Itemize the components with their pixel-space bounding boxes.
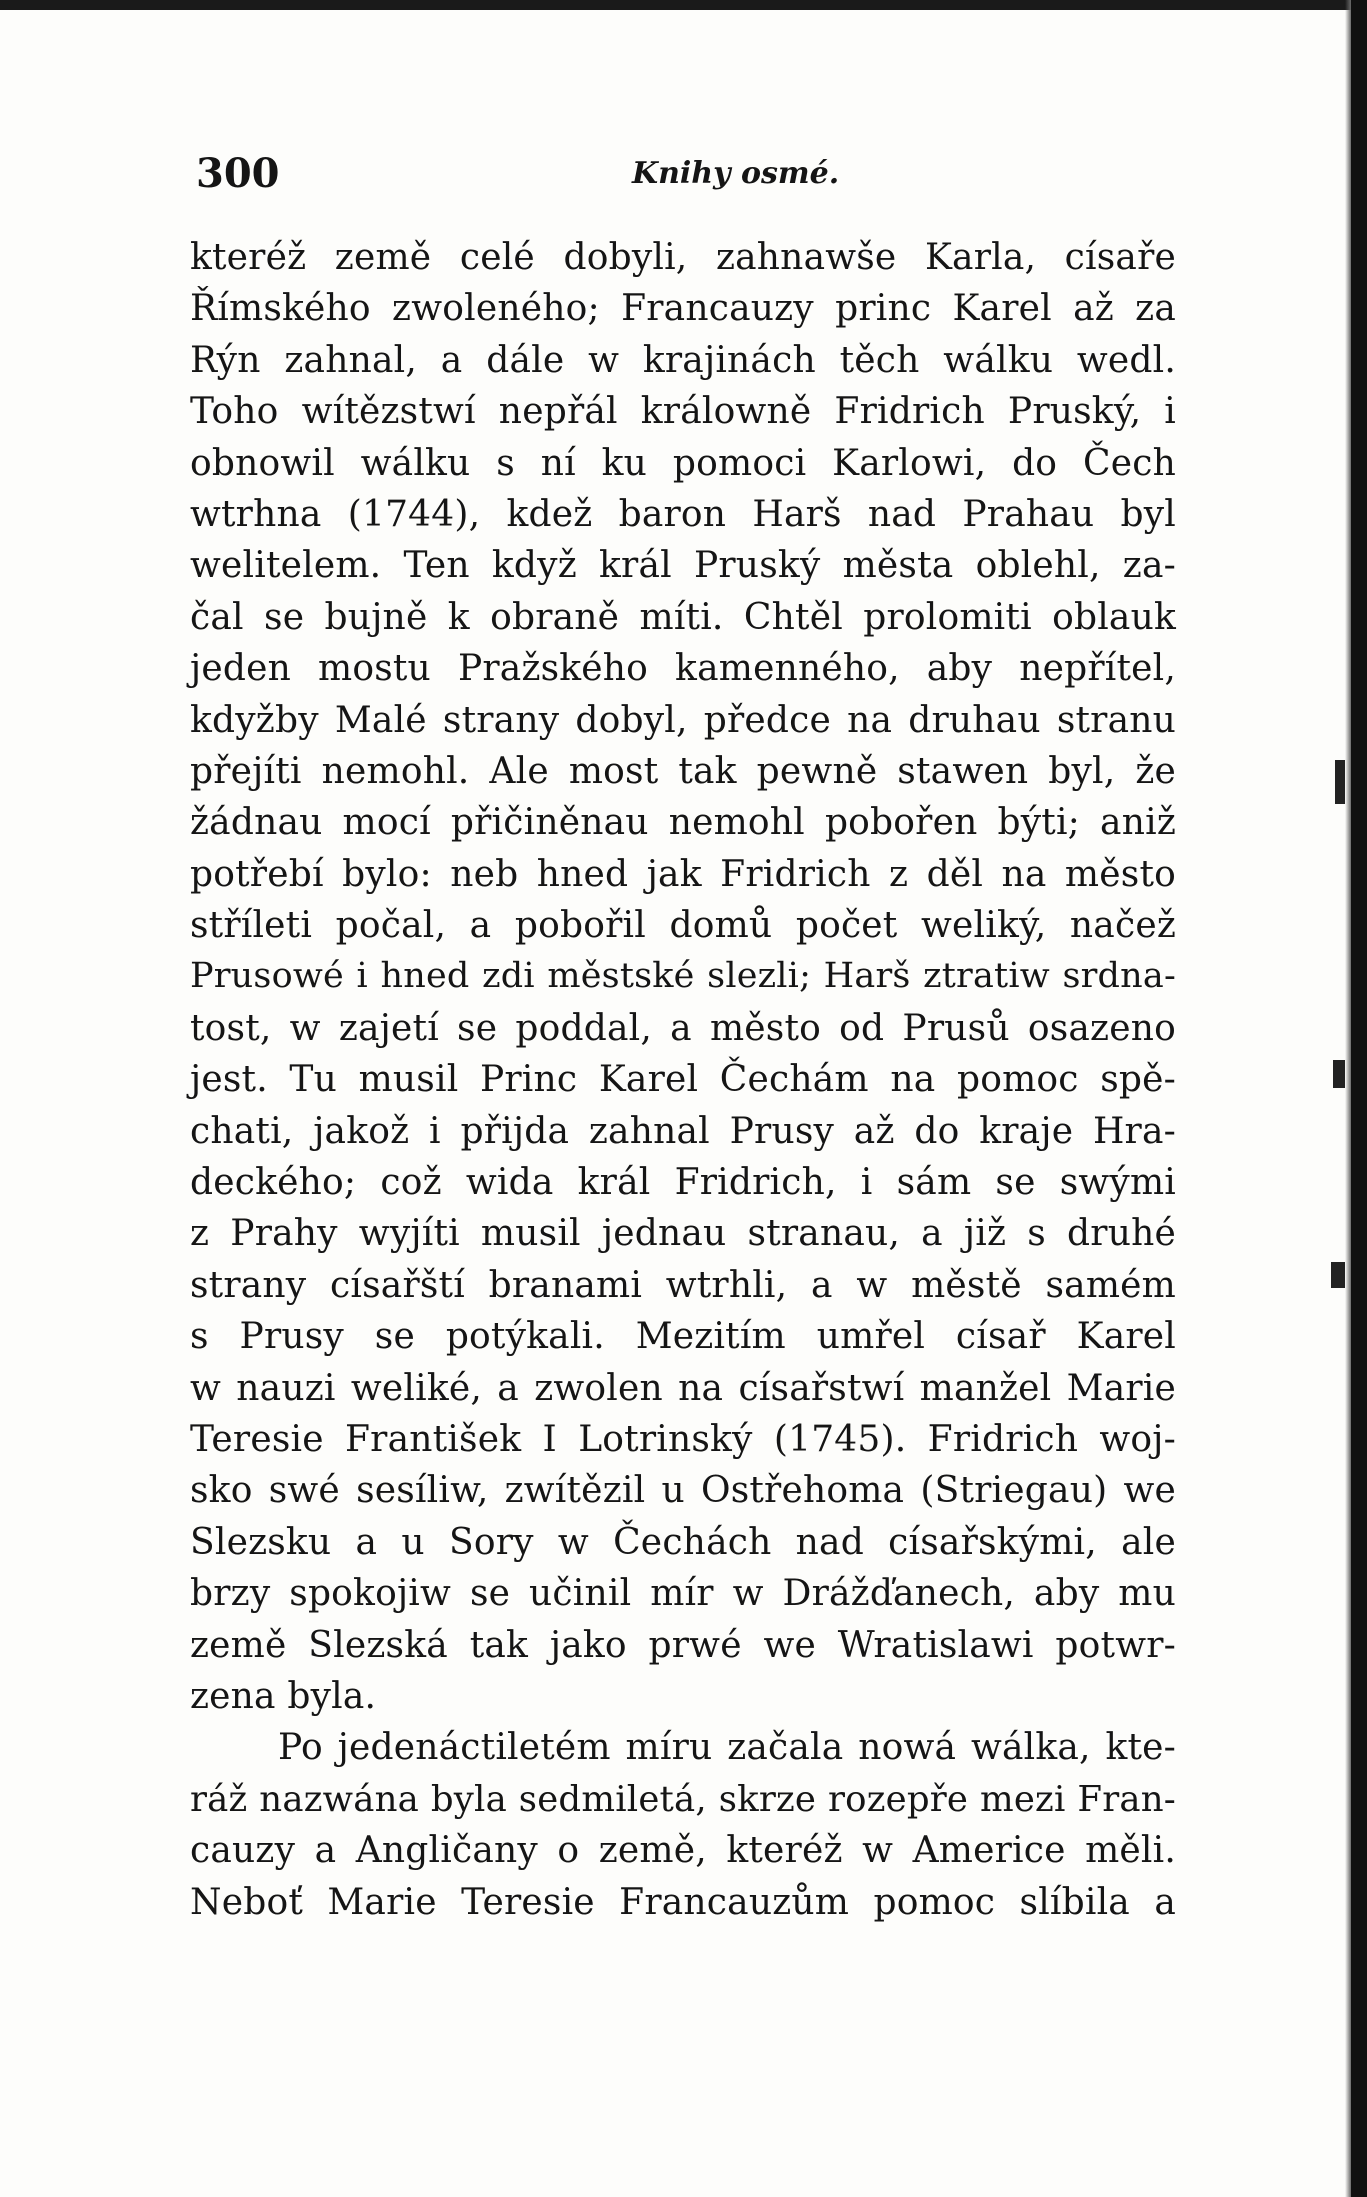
text-line: strany císařští branami wtrhli, a w městě samém <box>190 1264 1176 1306</box>
text-line: deckého; což wida král Fridrich, i sám se swými <box>190 1162 1176 1204</box>
text-line: stříleti počal, a pobořil domů počet weliký, načež <box>190 905 1176 947</box>
scan-mark <box>1331 1262 1345 1288</box>
text-line: obnowil wálku s ní ku pomoci Karlowi, do Čech <box>190 442 1176 484</box>
scan-edge-top <box>0 0 1367 10</box>
text-line: potřebí bylo: neb hned jak Fridrich z děl na město <box>190 853 1176 895</box>
text-line: cauzy a Angličany o země, kteréž w Americe měli. <box>190 1830 1176 1872</box>
text-line: země Slezská tak jako prwé we Wratislawi potwr- <box>190 1624 1176 1666</box>
text-line: w nauzi weliké, a zwolen na císařstwí manžel Marie <box>190 1367 1176 1409</box>
scan-edge-right <box>1351 0 1367 2197</box>
text-line: přejíti nemohl. Ale most tak pewně stawen byl, že <box>190 750 1176 792</box>
text-line: jest. Tu musil Princ Karel Čechám na pomoc spě- <box>190 1059 1176 1101</box>
text-line: jeden mostu Pražského kamenného, aby nepřítel, <box>190 648 1176 690</box>
text-line: Neboť Marie Teresie Francauzům pomoc slíbila a <box>190 1881 1176 1923</box>
text-line: kteréž země celé dobyli, zahnawše Karla, císaře <box>190 237 1176 278</box>
scan-mark <box>1333 1060 1345 1088</box>
text-line: sko swé sesíliw, zwítězil u Ostřehoma (Striegau) we <box>190 1470 1176 1512</box>
text-line: Slezsku a u Sory w Čechách nad císařskými, ale <box>190 1521 1176 1563</box>
paragraph <box>190 232 1176 1722</box>
text-line: Teresie František I Lotrinský (1745). Fridrich woj- <box>190 1418 1176 1460</box>
text-line: wtrhna (1744), kdež baron Harš nad Prahau byl <box>190 493 1176 535</box>
text-line: žádnau mocí přičiněnau nemohl pobořen býti; aniž <box>190 802 1176 844</box>
text-line: chati, jakož i přijda zahnal Prusy až do kraje Hra- <box>190 1110 1176 1152</box>
page-number: 300 <box>196 150 280 197</box>
text-line: kdyžby Malé strany dobyl, předce na druhau stranu <box>190 699 1176 741</box>
text-line: z Prahy wyjíti musil jednau stranau, a již s druhé <box>190 1213 1176 1255</box>
text-line: tost, w zajetí se poddal, a město od Prusů osazeno <box>190 1007 1176 1049</box>
scan-mark <box>1335 760 1345 804</box>
paragraph <box>190 1722 1176 1928</box>
text-line: Po jedenáctiletém míru začala nowá wálka, kte- <box>278 1727 1176 1769</box>
running-head: Knihy osmé. <box>632 156 840 191</box>
text-line: welitelem. Ten když král Pruský města oblehl, za- <box>190 545 1176 587</box>
text-line: čal se bujně k obraně míti. Chtěl prolomiti oblauk <box>190 596 1176 638</box>
page-header <box>196 150 1176 202</box>
text-line: Rýn zahnal, a dále w krajinách těch wálku wedl. <box>190 339 1176 381</box>
text-line: Římského zwoleného; Francauzy princ Karel až za <box>190 288 1176 330</box>
text-line: zena byla. <box>190 1675 377 1717</box>
text-line: Toho wítězstwí nepřál králowně Fridrich Pruský, i <box>190 391 1176 433</box>
text-line: s Prusy se potýkali. Mezitím umřel císař Karel <box>190 1316 1176 1358</box>
text-line: Prusowé i hned zdi městské slezli; Harš ztratiw srdna- <box>190 956 1176 997</box>
body-text <box>190 232 1176 1928</box>
text-line: brzy spokojiw se učinil mír w Drážďanech, aby mu <box>190 1573 1176 1615</box>
text-line: ráž nazwána byla sedmiletá, skrze rozepře mezi Fran- <box>190 1778 1176 1820</box>
